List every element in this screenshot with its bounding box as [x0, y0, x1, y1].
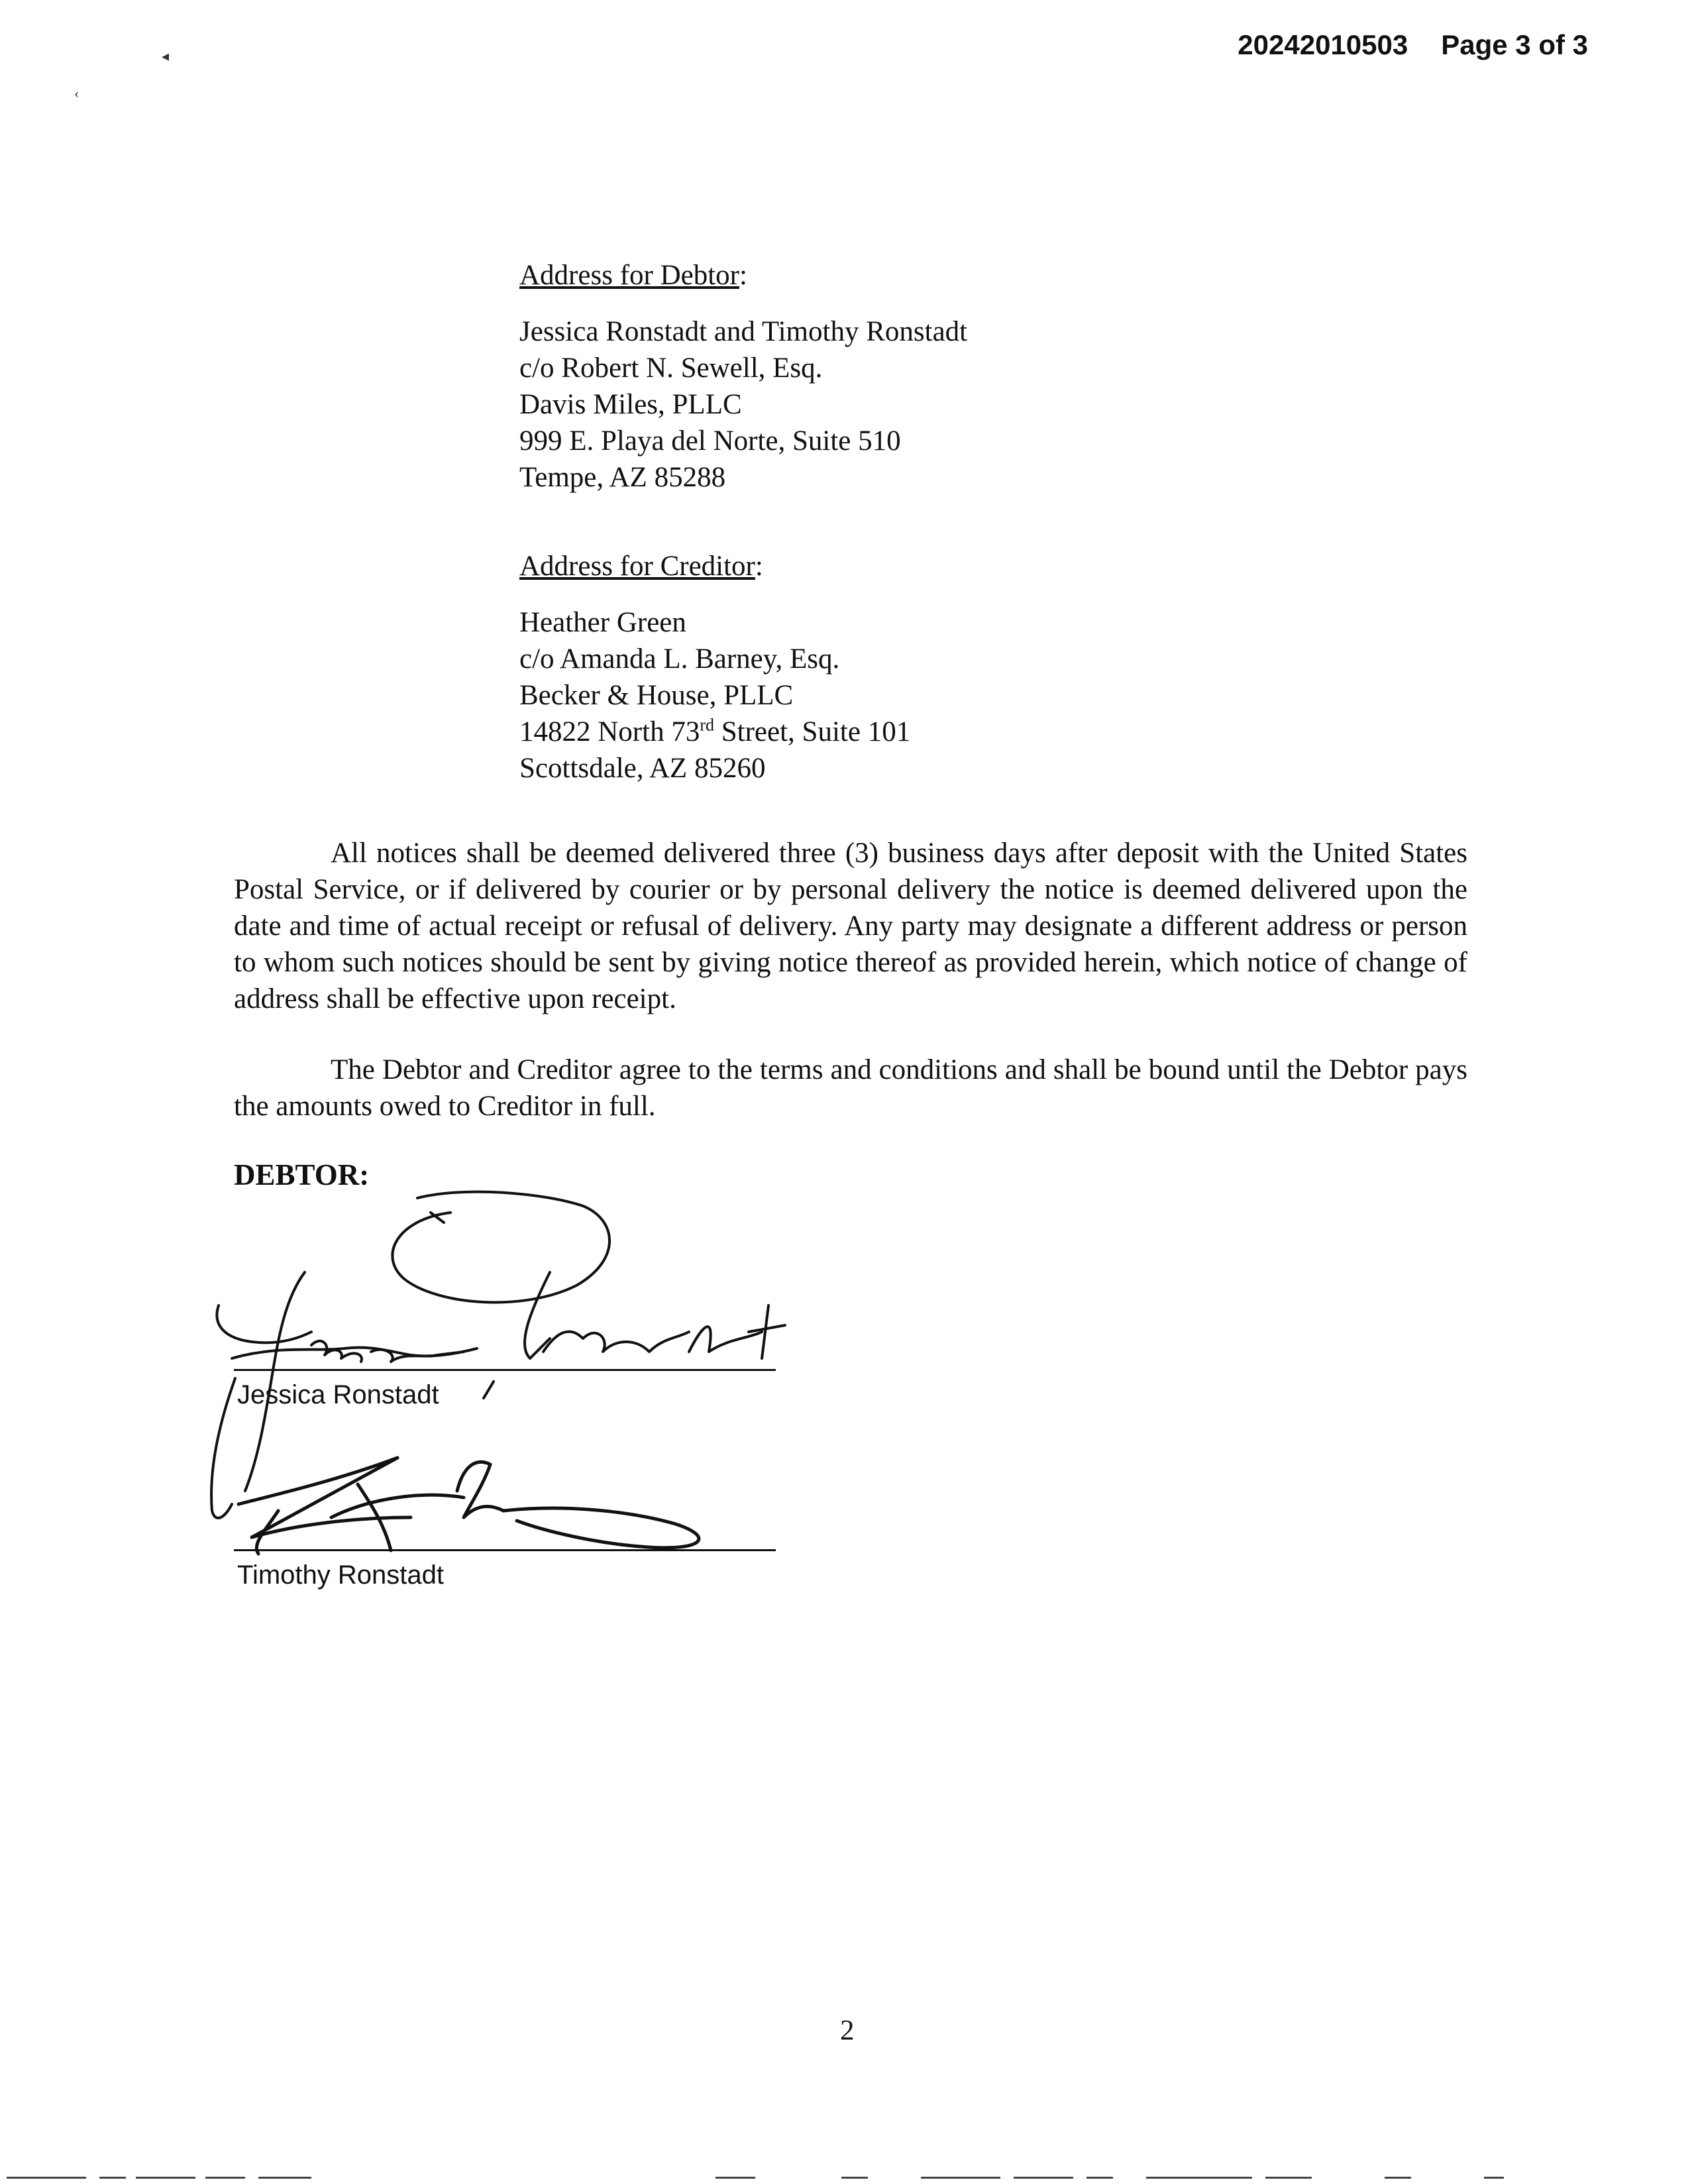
- creditor-city-line: Scottsdale, AZ 85260: [519, 753, 766, 784]
- scan-speck: ◂: [162, 48, 170, 64]
- signature-loop: [211, 1378, 235, 1518]
- debtor-address-line: 999 E. Playa del Norte, Suite 510: [519, 425, 901, 457]
- creditor-address-block: Address for Creditor: Heather Green c/o Amanda L. Barney, Esq. Becker & House, PLLC 14822 North 73rd Street, Suite 101 Scottsdale, AZ 85260: [519, 548, 910, 787]
- debtor-address-heading: Address for Debtor: [519, 260, 739, 291]
- signature-timothy: [238, 1458, 699, 1554]
- debtor-address-block: Address for Debtor: Jessica Ronstadt and Timothy Ronstadt c/o Robert N. Sewell, Esq. Davis Miles, PLLC 999 E. Playa del Norte, Suite 510 Tempe, AZ 85288: [519, 257, 967, 496]
- scan-speck: ‹: [74, 85, 80, 101]
- page-indicator: Page 3 of 3: [1441, 29, 1588, 60]
- signer-name-jessica: Jessica Ronstadt: [237, 1380, 439, 1409]
- creditor-address-line: Heather Green: [519, 607, 686, 638]
- signature-line-timothy: [234, 1549, 776, 1551]
- signature-jessica: [217, 1192, 785, 1491]
- page-header: [1238, 29, 1588, 61]
- signature-line-jessica: [234, 1369, 776, 1371]
- document-number: 20242010503: [1238, 29, 1408, 60]
- creditor-address-line: Becker & House, PLLC: [519, 680, 794, 711]
- debtor-address-line: c/o Robert N. Sewell, Esq.: [519, 353, 823, 384]
- debtor-address-line: Davis Miles, PLLC: [519, 389, 742, 420]
- signer-name-timothy: Timothy Ronstadt: [237, 1560, 444, 1590]
- debtor-label: DEBTOR:: [234, 1158, 370, 1191]
- creditor-street-line: 14822 North 73rd Street, Suite 101: [519, 715, 911, 747]
- creditor-address-line: c/o Amanda L. Barney, Esq.: [519, 643, 840, 675]
- scan-edge-artifacts: [7, 2177, 1689, 2179]
- page-number: 2: [840, 2015, 855, 2046]
- creditor-address-heading: Address for Creditor: [519, 551, 755, 582]
- debtor-address-line: Tempe, AZ 85288: [519, 462, 726, 493]
- agreement-paragraph: The Debtor and Creditor agree to the terms and conditions and shall be bound until the Debtor pays the amounts owed to Creditor in full.: [234, 1054, 1467, 1122]
- notices-paragraph: All notices shall be deemed delivered three (3) business days after deposit with the United States Postal Service, or if delivered by courier or by personal delivery the notice is deemed delivered upon the date and time of actual receipt or refusal of delivery. Any party may designate a different address or person to whom such notices should be sent by giving notice thereof as provided herein, which notice of change of address shall be effective upon receipt.: [234, 838, 1467, 1014]
- debtor-address-line: Jessica Ronstadt and Timothy Ronstadt: [519, 316, 968, 347]
